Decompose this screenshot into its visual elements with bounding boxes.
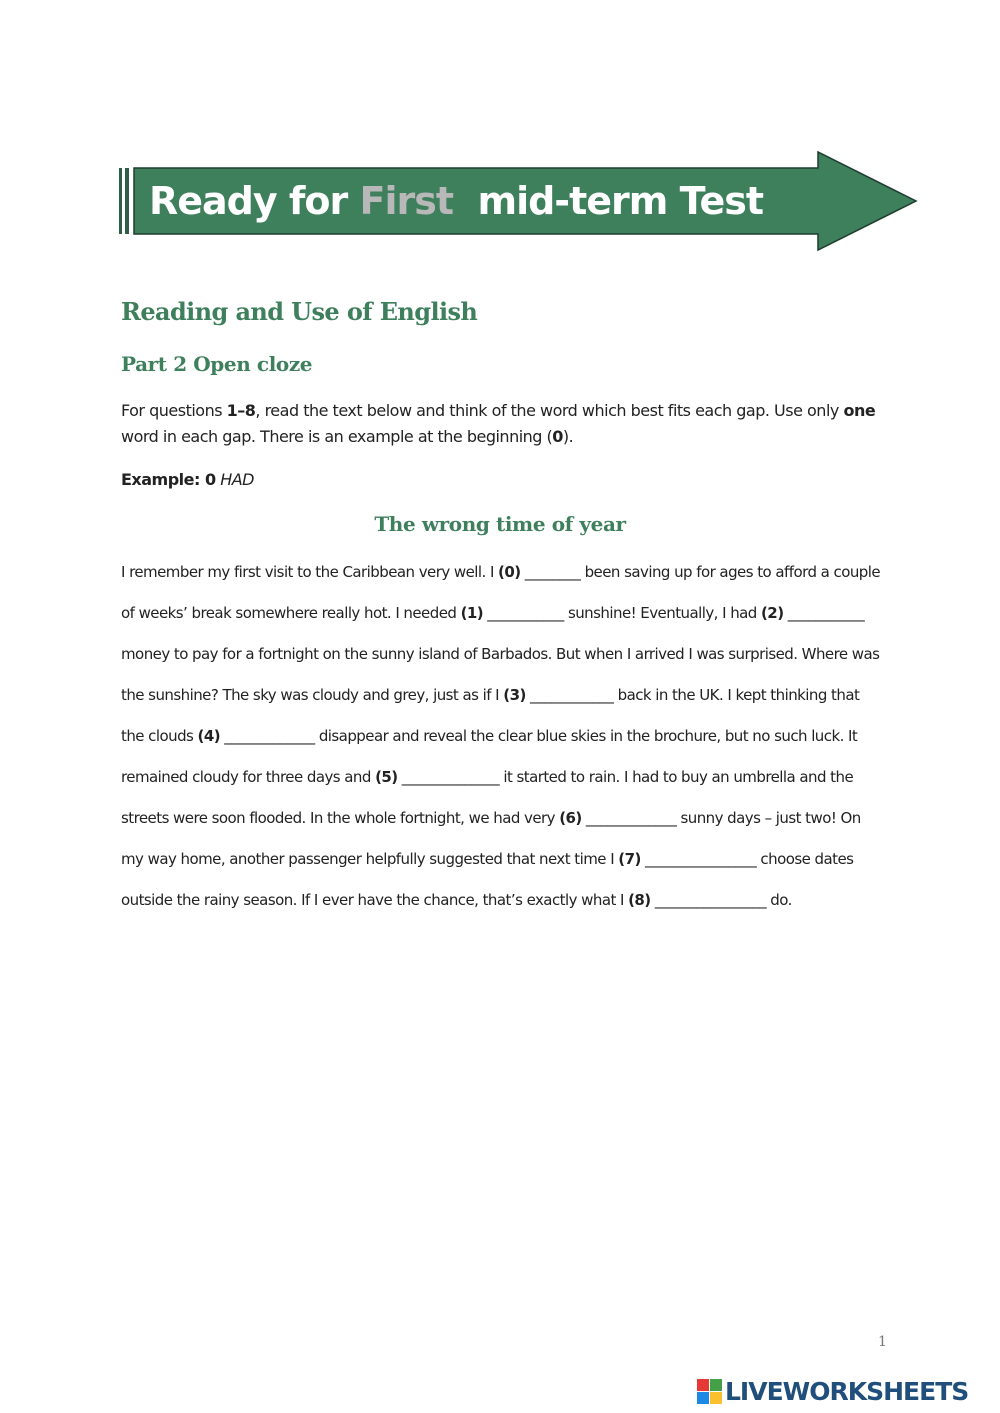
cloze-text-segment: ________________ choose dates (640, 850, 854, 868)
cloze-text-segment: ___________ (783, 604, 865, 622)
instructions-text: For questions (121, 401, 227, 420)
cloze-line (121, 683, 911, 724)
cloze-text-segment: ________ been saving up for ages to afford a couple (520, 563, 881, 581)
gap-number: (6) (559, 809, 582, 827)
cloze-line (121, 601, 911, 642)
gap-number: (0) (498, 563, 521, 581)
instructions-text: , read the text below and think of the word which best fits each gap. Use only (255, 401, 844, 420)
cloze-line (121, 724, 911, 765)
instructions (121, 398, 911, 450)
test-title (149, 179, 763, 223)
gap-number: (4) (197, 727, 221, 745)
example-line (121, 470, 254, 489)
cloze-text-segment: outside the rainy season. If I ever have the chance, that’s exactly what I (121, 891, 629, 909)
logo-square (697, 1379, 709, 1391)
cloze-line (121, 642, 911, 683)
gap-number: (1) (460, 604, 484, 622)
example-label: Example: 0 (121, 470, 216, 489)
cloze-line (121, 806, 911, 847)
page-number: 1 (878, 1334, 887, 1350)
cloze-text-segment: the sunshine? The sky was cloudy and grey, just as if I (121, 686, 504, 704)
cloze-text-segment: the clouds (121, 727, 198, 745)
cloze-text-segment: remained cloudy for three days and (121, 768, 376, 786)
cloze-text-segment: money to pay for a fortnight on the sunny island of Barbados. But when I arrived I was surprised. Where was (121, 645, 880, 663)
section-heading: Reading and Use of English (121, 297, 478, 326)
gap-number: (8) (628, 891, 651, 909)
gap-number: (7) (618, 850, 641, 868)
instructions-bold: 1–8 (226, 401, 256, 420)
cloze-line (121, 847, 911, 888)
cloze-text-segment: my way home, another passenger helpfully suggested that next time I (121, 850, 619, 868)
example-answer: HAD (220, 470, 254, 489)
cloze-text-segment: _____________ disappear and reveal the clear blue skies in the brochure, but no such luck. It (220, 727, 858, 745)
cloze-line (121, 560, 911, 601)
cloze-text-segment: ______________ it started to rain. I had to buy an umbrella and the (397, 768, 854, 786)
cloze-line (121, 888, 911, 929)
gap-number: (2) (761, 604, 784, 622)
title-part-1: Ready for (149, 179, 360, 223)
cloze-text-segment: streets were soon flooded. In the whole fortnight, we had very (121, 809, 560, 827)
title-banner (118, 150, 918, 252)
cloze-line (121, 765, 911, 806)
title-accent-word: First (359, 179, 454, 223)
cloze-text-segment: of weeks’ break somewhere really hot. I needed (121, 604, 461, 622)
cloze-text-segment: _____________ sunny days – just two! On (581, 809, 861, 827)
cloze-text-segment: ___________ sunshine! Eventually, I had (483, 604, 761, 622)
cloze-text-segment: ____________ back in the UK. I kept thinking that (525, 686, 860, 704)
instructions-bold: one (843, 401, 876, 420)
gap-number: (5) (375, 768, 398, 786)
part-heading: Part 2 Open cloze (121, 352, 313, 376)
logo-icon (697, 1379, 723, 1405)
logo-square (710, 1379, 722, 1391)
story-title: The wrong time of year (374, 512, 626, 536)
logo-text: LIVEWORKSHEETS (725, 1377, 969, 1406)
gap-number: (3) (503, 686, 526, 704)
instructions-text: ). (562, 427, 574, 446)
instructions-text: word in each gap. There is an example at the beginning ( (121, 427, 553, 446)
cloze-text-segment: ________________ do. (650, 891, 792, 909)
instructions-bold: 0 (552, 427, 563, 446)
cloze-text-segment: I remember my first visit to the Caribbean very well. I (121, 563, 499, 581)
logo-square (710, 1392, 722, 1404)
cloze-text (121, 560, 911, 929)
logo-square (697, 1392, 709, 1404)
title-part-2: mid-term Test (453, 179, 764, 223)
